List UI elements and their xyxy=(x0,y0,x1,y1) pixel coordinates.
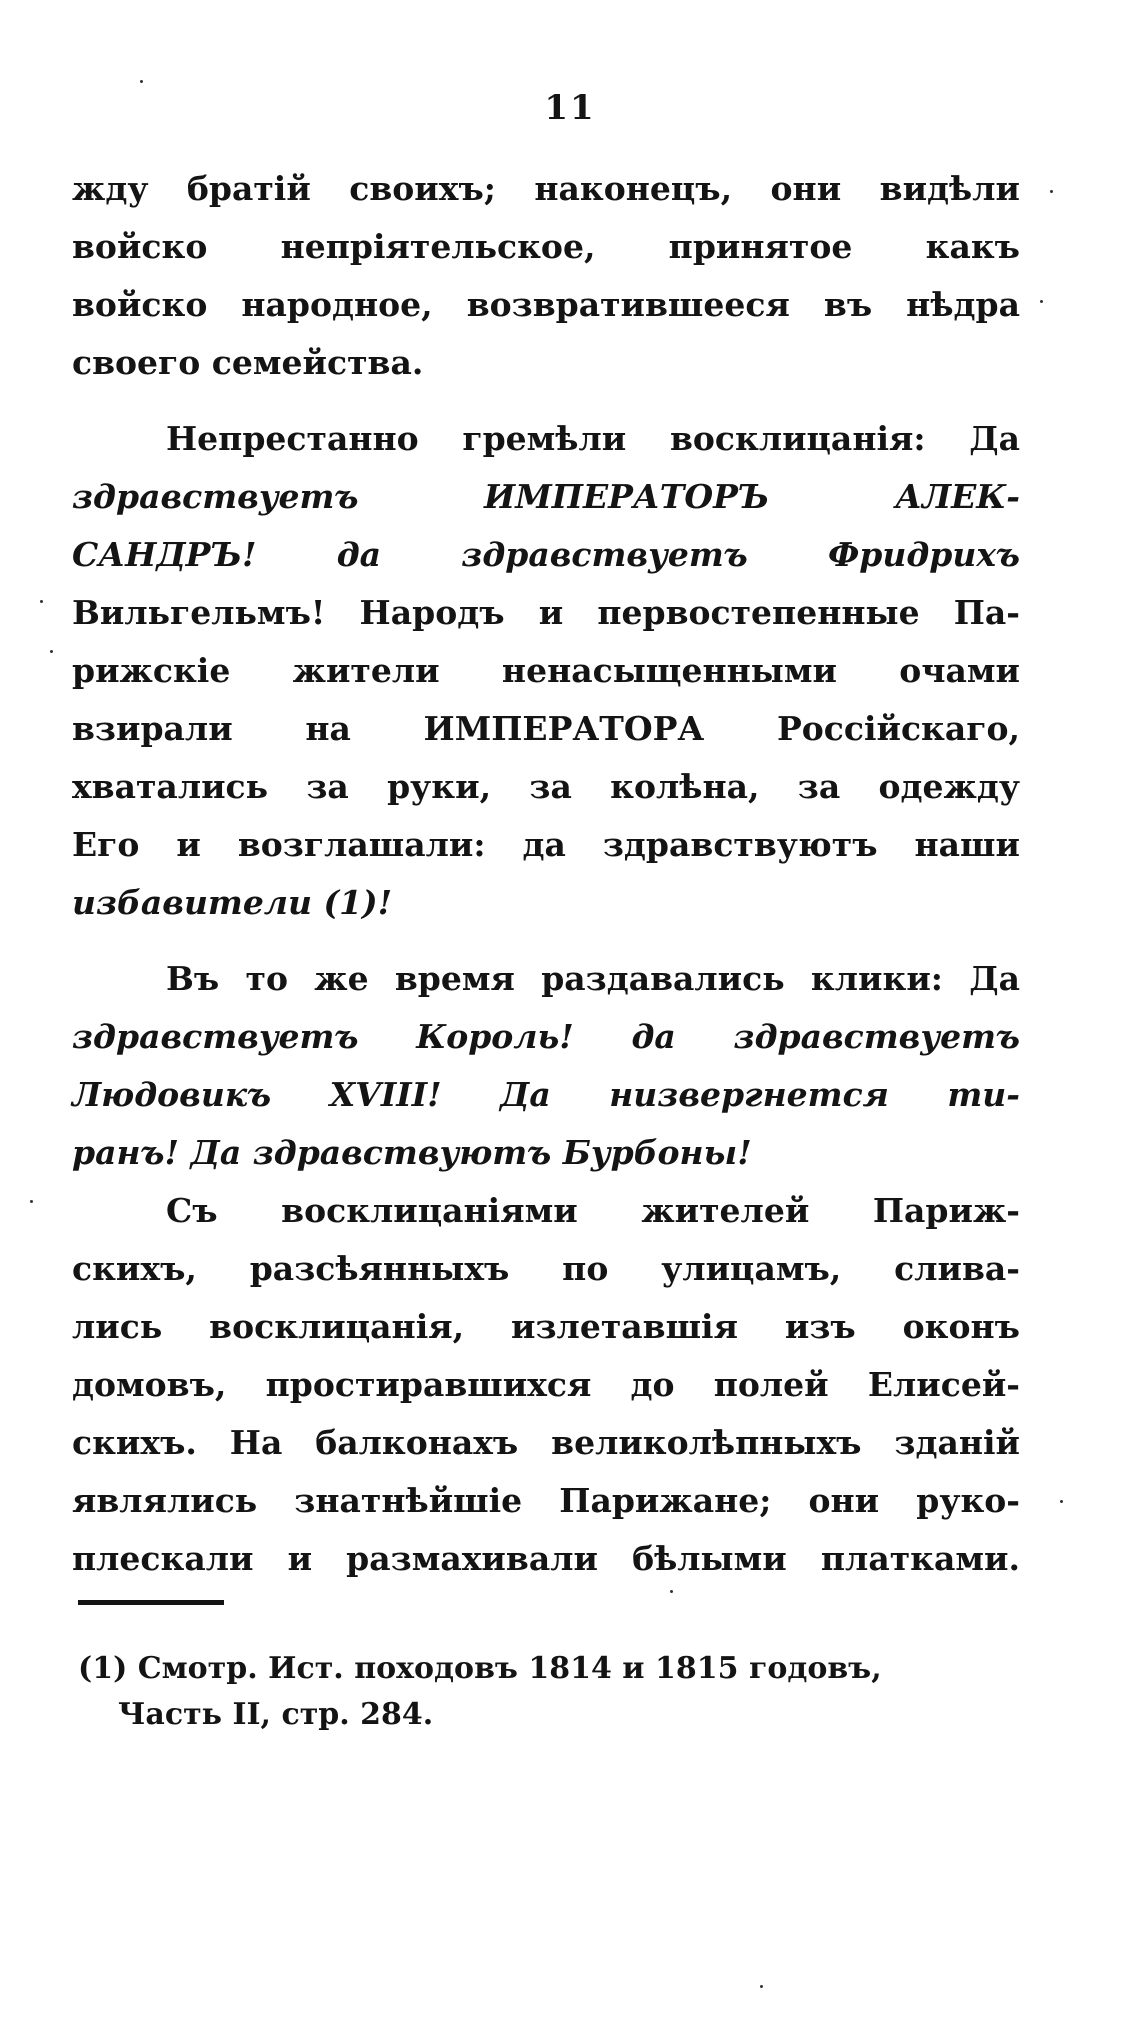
print-speck xyxy=(760,1985,763,1988)
footnote xyxy=(78,1646,1028,1738)
text-line: Вильгельмъ! Народъ и первостепенные Па- xyxy=(72,593,1020,632)
print-speck xyxy=(30,1200,33,1203)
text-line: здравствуетъ Король! да здравствуетъ xyxy=(72,1017,1020,1056)
text-line: Людовикъ XVIII! Да низвергнется ти- xyxy=(72,1075,1020,1114)
text-line: Съ восклицаніями жителей Париж- xyxy=(166,1191,1020,1230)
text-line: хватались за руки, за колѣна, за одежду xyxy=(72,767,1020,806)
text-line: своего семейства. xyxy=(72,343,424,382)
body-text xyxy=(72,160,1020,1588)
text-line: взирали на ИМПЕРАТОРА Россійскаго, xyxy=(72,709,1020,748)
print-speck xyxy=(1060,1500,1063,1503)
text-line: ранъ! Да здравствуютъ Бурбоны! xyxy=(72,1133,752,1172)
text-line: здравствуетъ ИМПЕРАТОРЪ АЛЕК- xyxy=(72,477,1020,516)
print-speck xyxy=(1050,190,1053,193)
text-line: лись восклицанія, излетавшія изъ оконъ xyxy=(72,1307,1020,1346)
print-speck xyxy=(140,80,143,83)
footnote-line: (1) Смотр. Ист. походовъ 1814 и 1815 годовъ, xyxy=(78,1651,882,1686)
text-line: жду братій своихъ; наконецъ, они видѣли xyxy=(72,169,1020,208)
print-speck xyxy=(670,1590,673,1593)
paragraph-3 xyxy=(72,950,1020,1182)
print-speck xyxy=(40,600,43,603)
text-line: Его и возглашали: да здравствуютъ наши xyxy=(72,825,1020,864)
text-line: скихъ, разсѣянныхъ по улицамъ, слива- xyxy=(72,1249,1020,1288)
text-line: Непрестанно гремѣли восклицанія: Да xyxy=(166,419,1020,458)
text-line: войско непріятельское, принятое какъ xyxy=(72,227,1020,266)
text-line: рижскіе жители ненасыщенными очами xyxy=(72,651,1020,690)
text-line: плескали и размахивали бѣлыми платками. xyxy=(72,1539,1020,1578)
text-line: Въ то же время раздавались клики: Да xyxy=(166,959,1020,998)
footnote-line: Часть II, стр. 284. xyxy=(118,1697,434,1732)
text-line: домовъ, простиравшихся до полей Елисей- xyxy=(72,1365,1020,1404)
paragraph-1 xyxy=(72,160,1020,392)
print-speck xyxy=(1040,300,1043,303)
print-speck xyxy=(50,650,53,653)
footnote-rule xyxy=(78,1600,224,1605)
page-number: 11 xyxy=(544,88,596,128)
text-line: скихъ. На балконахъ великолѣпныхъ зданій xyxy=(72,1423,1020,1462)
text-line: войско народное, возвратившееся въ нѣдра xyxy=(72,285,1020,324)
text-line: являлись знатнѣйшіе Парижане; они руко- xyxy=(72,1481,1020,1520)
paragraph-4 xyxy=(72,1182,1020,1588)
text-line: САНДРЪ! да здравствуетъ Фридрихъ xyxy=(72,535,1020,574)
paragraph-2 xyxy=(72,410,1020,932)
text-line: избавители (1)! xyxy=(72,883,393,922)
